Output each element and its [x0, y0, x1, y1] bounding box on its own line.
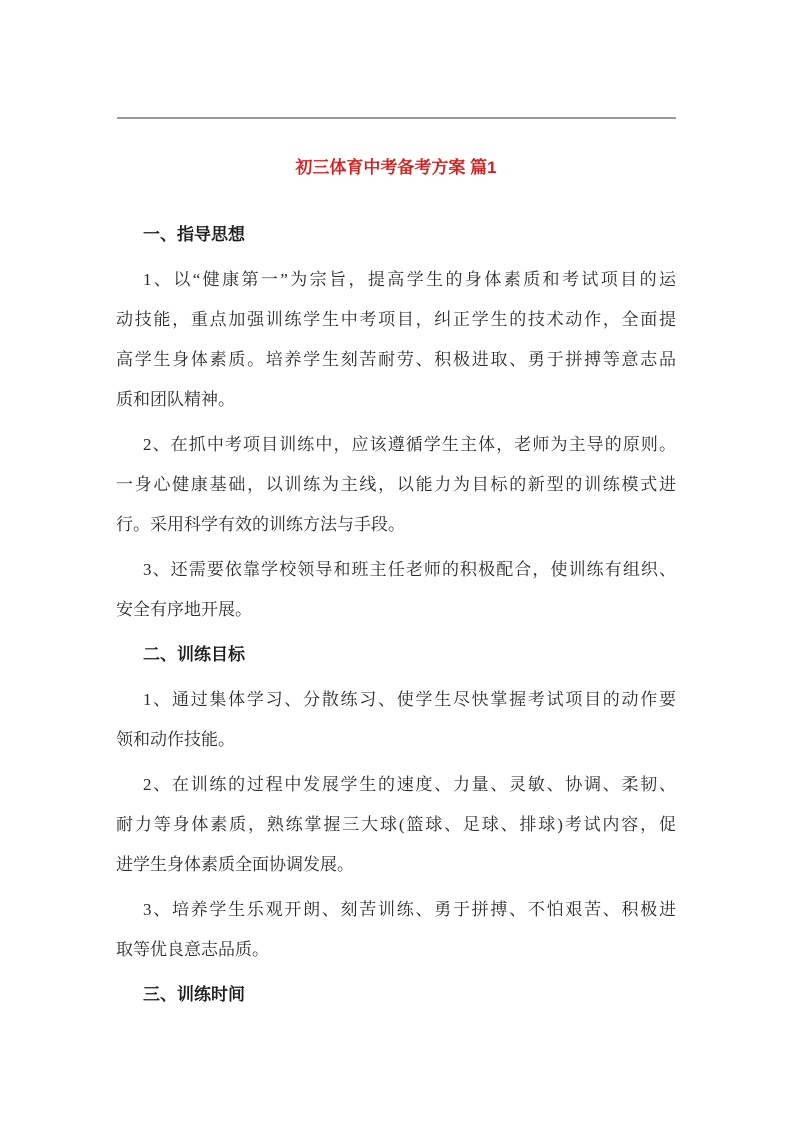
paragraph — [116, 550, 676, 630]
text-line: 取等优良意志品质。 — [116, 940, 269, 959]
section-heading: 一、指导思想 — [143, 225, 245, 244]
paragraph — [116, 680, 676, 760]
text-line: 行。采用科学有效的训练方法与手段。 — [116, 515, 405, 534]
document-body — [116, 215, 676, 1015]
document-title: 初三体育中考备考方案 篇1 — [295, 158, 497, 177]
paragraph — [116, 260, 676, 420]
text-line: 安全有序地开展。 — [116, 600, 252, 619]
header-rule — [117, 117, 676, 119]
text-line: 1、以“健康第一”为宗旨，提高学生的身体素质和考试项目的运 — [143, 270, 676, 289]
paragraph — [116, 890, 676, 970]
paragraph — [116, 425, 676, 545]
text-line: 3、还需要依靠学校领导和班主任老师的积极配合，使训练有组织、 — [143, 560, 676, 579]
document-content — [116, 148, 676, 1020]
text-line: 1、通过集体学习、分散练习、使学生尽快掌握考试项目的动作要 — [143, 690, 676, 709]
text-line: 进学生身体素质全面协调发展。 — [116, 855, 354, 874]
text-line: 一身心健康基础，以训练为主线，以能力为目标的新型的训练模式进 — [116, 475, 676, 494]
text-line: 高学生身体素质。培养学生刻苦耐劳、积极进取、勇于拼搏等意志品 — [116, 350, 676, 369]
text-line: 3、培养学生乐观开朗、刻苦训练、勇于拼搏、不怕艰苦、积极进 — [143, 900, 676, 919]
section-heading: 三、训练时间 — [143, 985, 245, 1004]
text-line: 耐力等身体素质，熟练掌握三大球(篮球、足球、排球)考试内容，促 — [116, 815, 676, 834]
section-heading: 二、训练目标 — [143, 645, 245, 664]
text-line: 动技能，重点加强训练学生中考项目，纠正学生的技术动作，全面提 — [116, 310, 676, 329]
text-line: 2、在抓中考项目训练中，应该遵循学生主体，老师为主导的原则。 — [143, 435, 676, 454]
text-line: 质和团队精神。 — [116, 390, 235, 409]
paragraph — [116, 765, 676, 885]
text-line: 2、在训练的过程中发展学生的速度、力量、灵敏、协调、柔韧、 — [143, 775, 676, 794]
text-line: 领和动作技能。 — [116, 730, 235, 749]
